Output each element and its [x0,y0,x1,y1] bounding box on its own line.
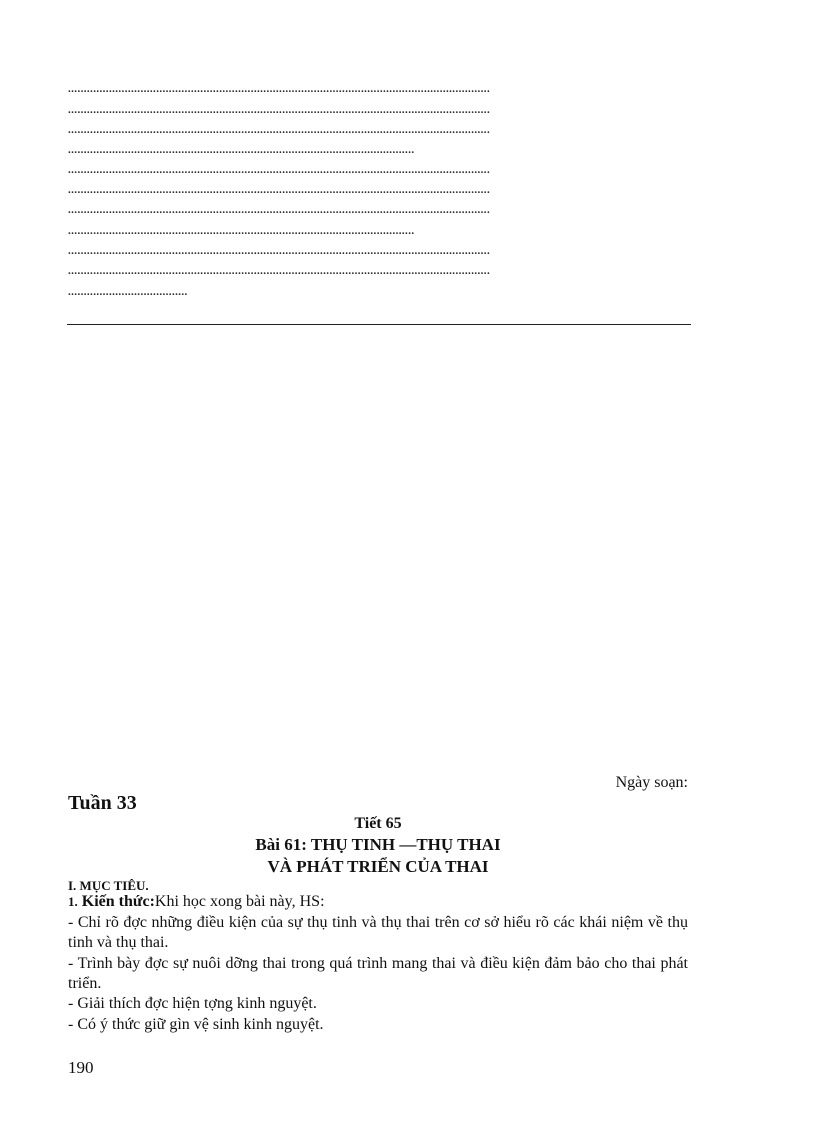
objective-item: - Có ý thức giữ gìn vệ sinh kinh nguyệt. [68,1016,324,1033]
horizontal-divider [67,324,691,325]
dotted-line: ...................................................................................................................................... [68,265,491,277]
date-label: Ngày soạn: [615,774,688,791]
subsection-heading [68,893,325,911]
dotted-line: ...................................................................................................................................... [68,184,491,196]
dotted-line: ...................................................................................................................................... [68,204,491,216]
dotted-line: ...................................................................................................................................... [68,104,491,116]
objective-item: - Giải thích đợc hiện tợng kinh nguyệt. [68,995,317,1012]
dotted-line: .............................................................................................................. [68,144,415,156]
page-number: 190 [68,1058,94,1077]
dotted-line: .............................................................................................................. [68,225,415,237]
dotted-line: ...................................................................................................................................... [68,245,491,257]
dotted-line: ...................................................................................................................................... [68,124,491,136]
dotted-line: ...................................................................................................................................... [68,164,491,176]
objective-item: - Chỉ rõ đợc những điều kiện của sự thụ tinh và thụ thai trên cơ sở hiểu rõ các khái niệm về thụ tinh và thụ thai. [68,914,688,951]
dotted-line: ...................................................................................................................................... [68,83,491,95]
subsection-label: Kiến thức: [77,893,155,910]
lesson-title-line-1 [68,835,688,855]
section-heading: I. MỤC TIÊU. [68,878,149,893]
lesson-number: Bài 61: [255,835,307,854]
subsection-text: Khi học xong bài này, HS: [154,893,325,910]
lesson-title-text: THỤ TINH —THỤ THAI [306,835,501,854]
lesson-title-line-2: VÀ PHÁT TRIỂN CỦA THAI [267,857,489,876]
week-heading: Tuần 33 [68,792,137,814]
period-heading: Tiết 65 [354,815,402,832]
subsection-number: 1. [68,894,78,909]
dotted-line: ...................................... [68,286,188,298]
objective-item: - Trình bày đợc sự nuôi dỡng thai trong quá trình mang thai và điều kiện đảm bảo cho thai phát triển. [68,955,688,992]
